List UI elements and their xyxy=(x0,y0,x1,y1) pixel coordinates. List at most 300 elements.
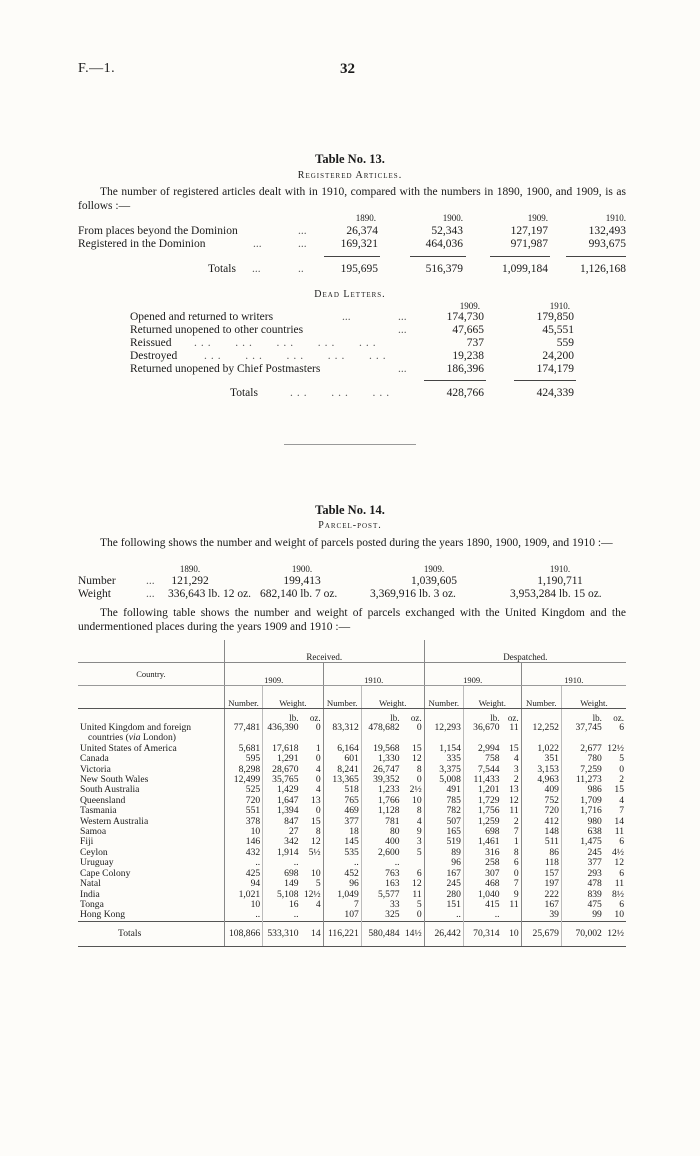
value-cell: 518 xyxy=(323,785,361,795)
value-cell: 11 xyxy=(614,826,624,838)
value-cell: 8,298 xyxy=(224,765,262,775)
page-number: 32 xyxy=(340,61,355,77)
leader-dots: ... xyxy=(146,588,155,600)
value-cell: 10 xyxy=(412,794,422,806)
leader-dots: ... xyxy=(298,238,307,250)
total-cell: 14 xyxy=(301,921,324,946)
via-emphasis: via xyxy=(128,732,141,744)
value-cell: 1,233 xyxy=(361,785,401,795)
t13-cell: 52,343 xyxy=(431,225,463,237)
table13-title: Table No. 13. xyxy=(315,152,385,166)
value-cell: 2 xyxy=(619,774,624,786)
dl-cell: 179,850 xyxy=(536,311,574,323)
value-cell: 1,756 xyxy=(463,806,501,816)
value-cell: 785 xyxy=(424,796,463,806)
value-cell: 5,577 xyxy=(361,890,401,900)
value-cell: 2,677 xyxy=(561,744,603,754)
dl-total: 428,766 xyxy=(446,387,484,399)
country-cell: India xyxy=(80,888,100,900)
value-cell: 7 xyxy=(619,805,624,817)
weight-header: Weight. xyxy=(263,686,323,709)
value-cell: 781 xyxy=(361,817,401,827)
value-cell: 378 xyxy=(224,817,262,827)
country-cell: Ceylon xyxy=(80,846,108,858)
value-cell: 107 xyxy=(323,910,361,921)
value-cell: 412 xyxy=(521,817,561,827)
total-cell: 580,484 xyxy=(361,921,401,946)
value-cell xyxy=(301,910,324,921)
value-cell: 19,568 xyxy=(361,744,401,754)
despatched-1910-header: 1910. xyxy=(521,663,626,686)
total-cell: 25,679 xyxy=(521,921,561,946)
value-cell: 17,618 xyxy=(263,744,301,754)
value-cell: 165 xyxy=(424,827,463,837)
value-cell: 0 xyxy=(619,763,624,775)
value-cell: 535 xyxy=(323,848,361,858)
country-cell: Cape Colony xyxy=(80,867,131,879)
value-cell: 28,670 xyxy=(263,765,301,775)
value-cell: 27 xyxy=(263,827,301,837)
value-cell: 89 xyxy=(424,848,463,858)
value-cell: 12½ xyxy=(303,888,321,900)
section-divider xyxy=(284,444,416,445)
dl-row-label: Reissued xyxy=(130,337,172,349)
leader-dots: ... ... ... ... ... xyxy=(194,337,380,349)
country-cell: Tasmania xyxy=(80,805,117,817)
unit-oz: oz. xyxy=(613,712,624,723)
value-cell: 6 xyxy=(416,867,422,879)
table-row xyxy=(78,890,626,900)
value-cell: 1,291 xyxy=(263,754,301,764)
value-cell: 980 xyxy=(561,817,603,827)
value-cell: 5 xyxy=(416,846,422,858)
t14-number: 1,039,605 xyxy=(411,575,457,587)
dl-year-1909: 1909. xyxy=(459,301,480,311)
value-cell: 13 xyxy=(509,784,519,796)
value-cell: 2,600 xyxy=(361,848,401,858)
value-cell: 8½ xyxy=(612,888,624,900)
table13-subtitle: Registered Articles. xyxy=(297,170,403,181)
sum-rule xyxy=(424,380,486,381)
dl-row-label: Returned unopened to other countries xyxy=(130,324,304,336)
value-cell: 1,475 xyxy=(561,837,603,847)
value-cell: 0 xyxy=(315,722,321,733)
t14-weight: 3,369,916 lb. 3 oz. xyxy=(370,588,456,600)
value-cell: .. xyxy=(323,858,361,868)
t13-cell: 127,197 xyxy=(510,225,548,237)
t14-number: 1,190,711 xyxy=(537,575,583,587)
t13-year-1900: 1900. xyxy=(442,213,463,223)
value-cell: 1,128 xyxy=(361,806,401,816)
value-cell: 35,765 xyxy=(263,775,301,785)
weight-header: Weight. xyxy=(463,686,521,709)
value-cell: 1,766 xyxy=(361,796,401,806)
country-cell: Natal xyxy=(80,878,101,890)
value-cell: 163 xyxy=(361,879,401,889)
country-cell: Uruguay xyxy=(80,857,114,869)
value-cell: 4 xyxy=(315,898,321,910)
value-cell: 4½ xyxy=(612,846,624,858)
value-cell: 197 xyxy=(521,879,561,889)
value-cell: 222 xyxy=(521,890,561,900)
value-cell: 33 xyxy=(361,900,401,910)
value-cell: 469 xyxy=(323,806,361,816)
value-cell: 96 xyxy=(323,879,361,889)
value-cell: 8 xyxy=(416,763,422,775)
country-cell: Western Australia xyxy=(80,815,149,827)
value-cell: 99 xyxy=(561,910,603,921)
dl-totals-label: Totals xyxy=(230,387,258,399)
total-cell: 10 xyxy=(502,921,522,946)
value-cell: 8,241 xyxy=(323,765,361,775)
country-cell: Queensland xyxy=(80,794,126,806)
value-cell: 258 xyxy=(463,858,501,868)
table-row xyxy=(78,910,626,921)
value-cell: 7,544 xyxy=(463,765,501,775)
value-cell: 10 xyxy=(614,909,624,921)
value-cell: .. xyxy=(224,910,262,921)
value-cell: 37,745 xyxy=(561,723,603,733)
sum-rule xyxy=(566,256,626,257)
value-cell: 9 xyxy=(513,888,519,900)
value-cell: 4 xyxy=(416,815,422,827)
value-cell: 1,647 xyxy=(263,796,301,806)
leader-dots: ... xyxy=(342,311,351,323)
leader-dots: ... xyxy=(298,225,307,237)
value-cell: 148 xyxy=(521,827,561,837)
country-cell: Canada xyxy=(80,753,109,765)
leader-dots: ... xyxy=(146,575,155,587)
number-header: Number. xyxy=(521,686,561,709)
value-cell: 10 xyxy=(224,827,262,837)
t14-weight-label: Weight xyxy=(78,588,111,600)
value-cell: 6 xyxy=(619,836,624,848)
value-cell: 432 xyxy=(224,848,262,858)
value-cell: 80 xyxy=(361,827,401,837)
value-cell: 758 xyxy=(463,754,501,764)
value-cell: 3,375 xyxy=(424,765,463,775)
value-cell: 15 xyxy=(509,742,519,754)
value-cell: 12 xyxy=(412,878,422,890)
value-cell: 1,021 xyxy=(224,890,262,900)
value-cell: 0 xyxy=(315,753,321,765)
country-cell: United States of America xyxy=(80,742,177,754)
leader-dots: ... ... ... ... ... xyxy=(204,350,390,362)
value-cell: 698 xyxy=(463,827,501,837)
t13-cell: 132,493 xyxy=(588,225,626,237)
value-cell: 26,747 xyxy=(361,765,401,775)
value-cell: .. xyxy=(263,858,301,868)
value-cell: 307 xyxy=(463,869,501,879)
value-cell: 765 xyxy=(323,796,361,806)
value-cell: 96 xyxy=(424,858,463,868)
value-cell: 7 xyxy=(323,900,361,910)
value-cell: 601 xyxy=(323,754,361,764)
value-cell: 118 xyxy=(521,858,561,868)
value-cell: 11 xyxy=(614,878,624,890)
value-cell: 15 xyxy=(412,742,422,754)
value-cell: 293 xyxy=(561,869,603,879)
value-cell: 8 xyxy=(416,805,422,817)
received-header: Received. xyxy=(224,640,424,663)
value-cell: 149 xyxy=(263,879,301,889)
value-cell: 425 xyxy=(224,869,262,879)
value-cell: 400 xyxy=(361,837,401,847)
value-cell: .. xyxy=(424,910,463,921)
total-cell: 14½ xyxy=(402,921,425,946)
value-cell: 780 xyxy=(561,754,603,764)
value-cell: 11 xyxy=(509,898,519,910)
value-cell: 452 xyxy=(323,869,361,879)
t13-year-1909: 1909. xyxy=(527,213,548,223)
value-cell: 325 xyxy=(361,910,401,921)
t13-cell: 993,675 xyxy=(588,238,626,250)
value-cell: 83,312 xyxy=(323,723,361,733)
value-cell: 11 xyxy=(509,805,519,817)
dl-cell: 24,200 xyxy=(542,350,574,362)
t13-year-1890: 1890. xyxy=(355,213,376,223)
t13-row-label: From places beyond the Dominion xyxy=(78,225,238,237)
value-cell: 4 xyxy=(315,763,321,775)
value-cell: 145 xyxy=(323,837,361,847)
value-cell: 1,729 xyxy=(463,796,501,806)
value-cell: .. xyxy=(263,910,301,921)
value-cell: 11 xyxy=(509,722,519,733)
value-cell: 847 xyxy=(263,817,301,827)
leader-dots: ... xyxy=(398,363,407,375)
value-cell: 782 xyxy=(424,806,463,816)
value-cell: 986 xyxy=(561,785,603,795)
value-cell: 8 xyxy=(315,826,321,838)
weight-header: Weight. xyxy=(361,686,424,709)
weight-header: Weight. xyxy=(561,686,626,709)
t13-cell: 971,987 xyxy=(510,238,548,250)
country-cell: United Kingdom and foreign xyxy=(80,722,192,733)
value-cell: 0 xyxy=(416,774,422,786)
value-cell: 10 xyxy=(224,900,262,910)
number-header: Number. xyxy=(323,686,361,709)
value-cell: 720 xyxy=(224,796,262,806)
value-cell: 245 xyxy=(561,848,603,858)
t13-row-label: Registered in the Dominion xyxy=(78,238,206,250)
value-cell: 146 xyxy=(224,837,262,847)
dl-cell: 47,665 xyxy=(452,324,484,336)
value-cell: 3 xyxy=(513,763,519,775)
unit-lb: lb. xyxy=(561,709,603,724)
leader-dots: ... xyxy=(398,324,407,336)
t14-number: 199,413 xyxy=(283,575,321,587)
country-cell: Fiji xyxy=(80,836,94,848)
dl-row-label: Returned unopened by Chief Postmasters xyxy=(130,363,321,375)
value-cell: 6 xyxy=(513,857,519,869)
value-cell: 2 xyxy=(513,815,519,827)
value-cell: 12,499 xyxy=(224,775,262,785)
value-cell: 342 xyxy=(263,837,301,847)
value-cell: 0 xyxy=(513,867,519,879)
value-cell: 8 xyxy=(513,846,519,858)
value-cell: 12 xyxy=(614,857,624,869)
value-cell: 1,259 xyxy=(463,817,501,827)
totals-label: Totals xyxy=(78,921,224,946)
value-cell: .. xyxy=(224,858,262,868)
dl-cell: 186,396 xyxy=(446,363,484,375)
total-cell: 116,221 xyxy=(323,921,361,946)
value-cell: 11,273 xyxy=(561,775,603,785)
value-cell: 15 xyxy=(614,784,624,796)
value-cell: 752 xyxy=(521,796,561,806)
value-cell: 15 xyxy=(311,815,321,827)
value-cell: 720 xyxy=(521,806,561,816)
value-cell: 11,433 xyxy=(463,775,501,785)
country-cell: Samoa xyxy=(80,826,107,838)
t13-cell: 169,321 xyxy=(340,238,378,250)
t13-cell: 464,036 xyxy=(425,238,463,250)
t14-weight: 682,140 lb. 7 oz. xyxy=(260,588,338,600)
value-cell: 511 xyxy=(521,837,561,847)
value-cell: 13,365 xyxy=(323,775,361,785)
country-cell: Hong Kong xyxy=(80,909,126,921)
value-cell: 1,709 xyxy=(561,796,603,806)
received-1909-header: 1909. xyxy=(224,663,323,686)
value-cell: 5 xyxy=(619,753,624,765)
t14-year-1910: 1910. xyxy=(549,564,571,574)
table-row xyxy=(78,848,626,858)
unit-oz: oz. xyxy=(309,712,321,723)
leader-dots: .. xyxy=(298,263,304,275)
t14-number: 121,292 xyxy=(171,575,209,587)
value-cell: 39,352 xyxy=(361,775,401,785)
table-row xyxy=(78,879,626,889)
unit-lb: lb. xyxy=(463,709,501,724)
value-cell: 5 xyxy=(315,878,321,890)
total-cell: 533,310 xyxy=(263,921,301,946)
value-cell: 12,293 xyxy=(424,723,463,733)
value-cell: 507 xyxy=(424,817,463,827)
value-cell: 86 xyxy=(521,848,561,858)
value-cell: 1,914 xyxy=(263,848,301,858)
t13-year-1910: 1910. xyxy=(605,213,626,223)
value-cell: 1,716 xyxy=(561,806,603,816)
value-cell: 1 xyxy=(315,742,321,754)
value-cell: 1,040 xyxy=(463,890,501,900)
t14-year-1900: 1900. xyxy=(291,564,313,574)
table14-title: Table No. 14. xyxy=(315,503,385,517)
value-cell: 4,963 xyxy=(521,775,561,785)
value-cell: 478 xyxy=(561,879,603,889)
value-cell: 2 xyxy=(513,774,519,786)
value-cell: 16 xyxy=(263,900,301,910)
dead-letters-title: Dead Letters. xyxy=(314,289,386,300)
dl-row-label: Destroyed xyxy=(130,350,178,362)
sum-rule xyxy=(514,380,576,381)
number-header: Number. xyxy=(424,686,463,709)
t13-cell: 26,374 xyxy=(346,225,378,237)
value-cell: 519 xyxy=(424,837,463,847)
value-cell: 4 xyxy=(619,794,624,806)
value-cell: 6,164 xyxy=(323,744,361,754)
value-cell: 377 xyxy=(561,858,603,868)
value-cell: 468 xyxy=(463,879,501,889)
dl-cell: 174,179 xyxy=(536,363,574,375)
value-cell: 475 xyxy=(561,900,603,910)
dl-row-label: Opened and returned to writers xyxy=(130,311,274,323)
country-header-spacer xyxy=(78,640,224,663)
t14-weight: 336,643 lb. 12 oz. xyxy=(168,588,252,600)
total-cell: 70,002 xyxy=(561,921,603,946)
value-cell: 5,108 xyxy=(263,890,301,900)
unit-oz: oz. xyxy=(507,712,519,723)
dl-cell: 19,238 xyxy=(452,350,484,362)
unit-lb: lb. xyxy=(361,709,401,724)
value-cell: 1 xyxy=(513,836,519,848)
value-cell: 698 xyxy=(263,869,301,879)
value-cell: 167 xyxy=(521,900,561,910)
value-cell: .. xyxy=(361,858,401,868)
dl-year-1910: 1910. xyxy=(549,301,570,311)
t13-totals-label: Totals xyxy=(208,263,236,275)
value-cell: 1,429 xyxy=(263,785,301,795)
t14-weight: 3,953,284 lb. 15 oz. xyxy=(510,588,602,600)
country-cell: Victoria xyxy=(80,763,111,775)
value-cell: 245 xyxy=(424,879,463,889)
value-cell: 167 xyxy=(424,869,463,879)
value-cell: 316 xyxy=(463,848,501,858)
value-cell: 94 xyxy=(224,879,262,889)
leader-dots: ... xyxy=(398,311,407,323)
value-cell: 551 xyxy=(224,806,262,816)
value-cell: 157 xyxy=(521,869,561,879)
value-cell: 436,390 xyxy=(263,723,301,733)
page-reference: F.—1. xyxy=(78,61,116,76)
value-cell: 5 xyxy=(416,898,422,910)
value-cell: 491 xyxy=(424,785,463,795)
table14-intro: The following shows the number and weight of parcels posted during the years 1890, 1900, 1909, and 1910 :— xyxy=(100,537,613,549)
value-cell: 1,049 xyxy=(323,890,361,900)
t13-total: 195,695 xyxy=(340,263,378,275)
unit-oz: oz. xyxy=(410,712,422,723)
value-cell: 1,154 xyxy=(424,744,463,754)
value-cell: 280 xyxy=(424,890,463,900)
value-cell: 377 xyxy=(323,817,361,827)
table13-intro: The number of registered articles dealt with in 1910, compared with the numbers in 1890, 1900, and 1909, is as follows :— xyxy=(78,186,626,212)
t13-total: 516,379 xyxy=(425,263,463,275)
total-cell: 108,866 xyxy=(224,921,262,946)
value-cell: 1,201 xyxy=(463,785,501,795)
country-cell: South Australia xyxy=(80,784,140,796)
despatched-header: Despatched. xyxy=(424,640,626,663)
dl-total: 424,339 xyxy=(536,387,574,399)
value-cell: 3,153 xyxy=(521,765,561,775)
dl-cell: 559 xyxy=(556,337,574,349)
value-cell: 12 xyxy=(509,794,519,806)
value-cell: 6 xyxy=(619,722,624,733)
sum-rule xyxy=(324,256,380,257)
value-cell: 2,994 xyxy=(463,744,501,754)
table14-subtitle: Parcel-post. xyxy=(318,520,382,531)
value-cell: 525 xyxy=(224,785,262,795)
value-cell: 763 xyxy=(361,869,401,879)
value-cell: 4 xyxy=(513,753,519,765)
value-cell: 595 xyxy=(224,754,262,764)
value-cell: 77,481 xyxy=(224,723,262,733)
value-cell: 0 xyxy=(315,805,321,817)
value-cell: 6 xyxy=(619,898,624,910)
value-cell: 7,259 xyxy=(561,765,603,775)
dl-cell: 174,730 xyxy=(446,311,484,323)
value-cell: 7 xyxy=(513,826,519,838)
total-cell: 26,442 xyxy=(424,921,463,946)
table14-intro2: The following table shows the number and weight of parcels exchanged with the United Kingdom and the undermentioned places during the years 1909 and 1910 :— xyxy=(78,607,626,633)
